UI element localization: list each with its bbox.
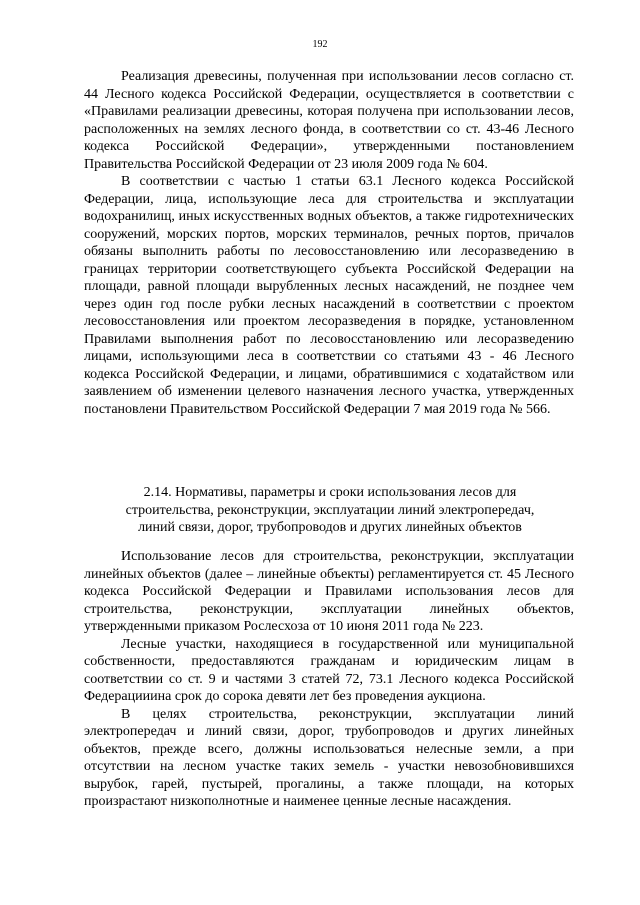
paragraph-linear-objects-regulation: Использование лесов для строительства, реконструкции, эксплуатации линейных объектов (далее – линейные объекты) регламентируется ст. 45 Лесного кодекса Российской Федерации и Правилами использования лесов для строительства, реконструкции, эксплуатации линейных объектов, утвержденными приказом Рослесхоза от 10 июня 2011 года № 223. [84, 549, 574, 634]
paragraph-reforestation-obligation: В соответствии с частью 1 статьи 63.1 Лесного кодекса Российской Федерации, лица, использующие леса для строительства и эксплуатации водохранилищ, иных искусственных водных объектов, а также гидротехнических сооружений, морских портов, морских терминалов, речных портов, причалов обязаны выполнить работы по лесовосстановлению или лесоразведению в границах территории соответствующего субъекта Российской Федерации на площади, равной площади вырубленных лесных насаждений, не позднее чем через один год после рубки лесных насаждений в соответствии с проектом лесовосстановления или проектом лесоразведения в порядке, установленном Правилами выполнения работ по лесовосстановлению или лесоразведению лицами, использующими леса в соответствии со статьями 43 - 46 Лесного кодекса Российской Федерации, и лицами, обратившимися с ходатайством или заявлением об изменении целевого назначения лесного участка, утвержденных постановлени Правительством Российской Федерации 7 мая 2019 года № 566. [84, 174, 574, 417]
section-1 [84, 68, 574, 418]
page-number: 192 [312, 39, 328, 50]
section-heading: 2.14. Нормативы, параметры и сроки использования лесов для строительства, реконструкции, эксплуатации линий электропередач, линий связи, дорог, трубопроводов и других линейных объектов [125, 485, 535, 535]
paragraph-timber-sale: Реализация древесины, полученная при использовании лесов согласно ст. 44 Лесного кодекса Российской Федерации, осуществляется в соответствии с «Правилами реализации древесины, которая получена при использовании лесов, расположенных на землях лесного фонда, в соответствии со ст. 43-46 Лесного кодекса Российской Федерации», утвержденными постановлением Правительства Российской Федерации от 23 июля 2009 года № 604. [84, 69, 574, 172]
paragraph-land-priority: В целях строительства, реконструкции, эксплуатации линий электропередач и линий связи, дорог, трубопроводов и других линейных объектов, прежде всего, должны использоваться нелесные земли, а при отсутствии на лесном участке таких земель - участки невозобновившихся вырубок, гарей, пустырей, прогалины, а также площади, на которых произрастают низкополнотные и наименее ценные лесные насаждения. [84, 706, 574, 809]
paragraph-land-provision: Лесные участки, находящиеся в государственной или муниципальной собственности, предоставляются гражданам и юридическим лицам в соответствии со ст. 9 и частями 3 статей 72, 73.1 Лесного кодекса Российской Федерацииина срок до сорока девяти лет без проведения аукциона. [84, 636, 574, 704]
section-2 [84, 548, 574, 811]
